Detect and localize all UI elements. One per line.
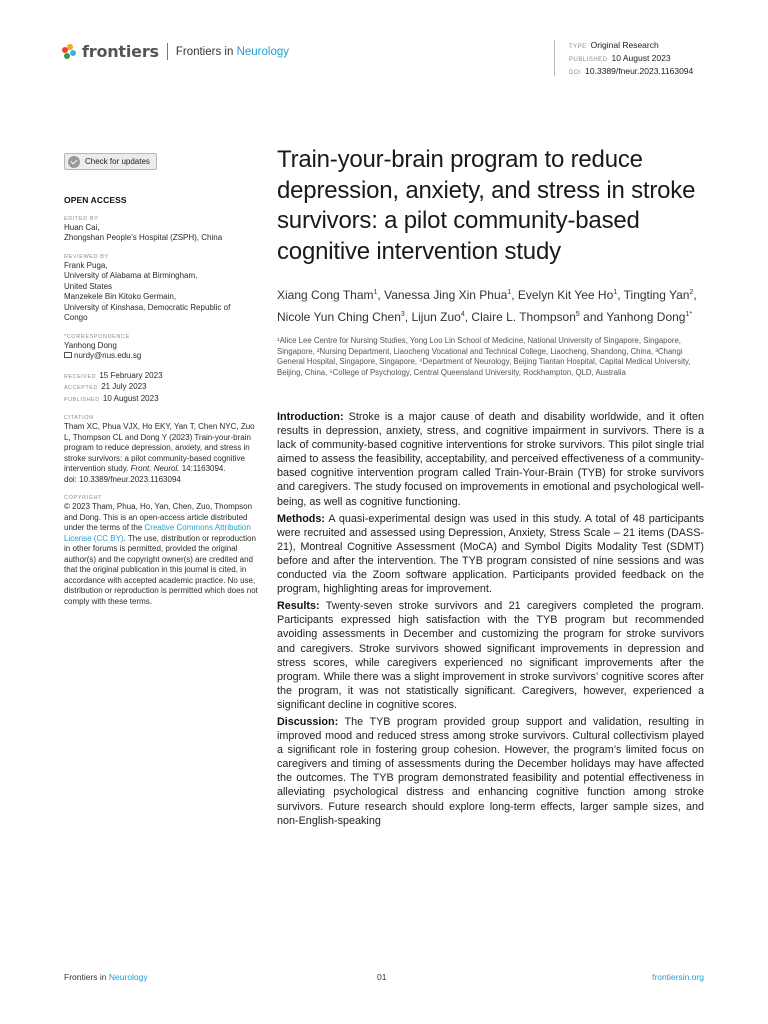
author-name[interactable]: Nicole Yun Ching Chen [277, 310, 401, 324]
author-affiliation-marker: 4 [460, 311, 465, 318]
received-date: RECEIVED 15 February 2023 [64, 370, 163, 380]
frontiers-logo-icon [62, 44, 78, 60]
correspondence-label: *CORRESPONDENCE [64, 333, 130, 340]
citation-text: Tham XC, Phua VJX, Ho EKY, Yan T, Chen NYC, Zuo L, Thompson CL and Dong Y (2023) Train-your-brain program to reduce depression, anxiety, and stress in stroke survivors: a pilot community-based cognitive intervention study. Front. Neurol. 14:1163094. doi: 10.3389/fneur.2023.1163094 [64, 422, 255, 484]
copyright-section [64, 494, 260, 607]
abstract-methods: Methods: A quasi-experimental design was used in this study. A total of 48 participants were recruited and assessed using Depression, Anxiety, Stress Scale – 21 items (DASS-21), Montreal Cognitive Assessment (MoCA) and Symbol Digits Modality Test (SDMT) before and after the intervention. The TYB program consisted of nine sessions and was conducted via the Zoom software application. Participants provided feedback on the program, highlighting areas for improvement. [277, 512, 704, 596]
abstract [277, 410, 704, 828]
author-name[interactable]: Tingting Yan [623, 288, 690, 302]
check-icon [68, 156, 80, 168]
author-name[interactable]: Yanhong Dong [606, 310, 686, 324]
abstract-results: Results: Twenty-seven stroke survivors and 21 caregivers completed the program. Participants expressed high satisfaction with the TYB program but recommended avoiding assessments in December and customizing the program for stroke survivors and caregivers. Stroke survivors showed significant improvements in depression and stress scores, while caregivers experienced no significant improvements after the program. While there was a slight improvement in stroke survivors’ cognitive scores after the program, it was not statistically significant. Caregivers, however, experienced a significant decline in cognitive scores. [277, 600, 704, 711]
editor-line: Huan Cai, [64, 222, 100, 232]
reviewer-line: Frank Puga, [64, 260, 108, 270]
correspondence-section [64, 333, 260, 362]
journal-name[interactable] [176, 46, 289, 58]
author-affiliation-marker: 1 [613, 289, 618, 296]
correspondence-name: Yanhong Dong [64, 340, 117, 350]
publisher-logo[interactable] [62, 42, 289, 61]
article-title: Train-your-brain program to reduce depression, anxiety, and stress in stroke survivors: a pilot community-based cognitive intervention study [277, 146, 696, 265]
page-footer [64, 972, 704, 986]
sidebar [64, 153, 260, 607]
citation-section [64, 414, 260, 485]
abstract-introduction: Introduction: Stroke is a major cause of death and disability worldwide, and it often results in depression, anxiety, stress, and cognitive impairment in survivors. There is a lack of community-based cognitive interventions for stroke survivors. This pilot single trial aimed to assess the feasibility, acceptability, and perceived effectiveness of a community-based cognitive intervention program called Train-Your-Brain (TYB) for stroke survivors and caregivers. The study focused on improvements in emotional and psychological well-being, as well as cognitive functioning. [277, 411, 704, 508]
logo-text: frontiers [82, 42, 159, 61]
logo-divider [167, 43, 168, 60]
author-list: Xiang Cong Tham$^1$, Vanessa Jing Xin Phua$^1$, Evelyn Kit Yee Ho$^1$, Tingting Yan$^2$, Nicole Yun Ching Chen$^3$, Lijun Zuo$^4$, Claire L. Thompson$^5$ and Yanhong Dong$^{1*}$ [277, 288, 697, 324]
meta-published: PUBLISHED 10 August 2023 [569, 53, 671, 63]
page-number: 01 [377, 972, 387, 982]
mail-icon [64, 352, 72, 358]
journal-title: Neurology [236, 45, 289, 58]
author-name[interactable]: Xiang Cong Tham [277, 288, 374, 302]
dates-section [64, 371, 260, 406]
author-name[interactable]: Lijun Zuo [411, 310, 461, 324]
author-affiliation-marker: 5 [575, 311, 580, 318]
check-for-updates-button[interactable] [64, 153, 157, 170]
author-affiliation-marker: 3 [400, 311, 405, 318]
author-name[interactable]: Evelyn Kit Yee Ho [517, 288, 614, 302]
meta-doi[interactable]: DOI 10.3389/fneur.2023.1163094 [569, 66, 694, 76]
correspondence-email: nurdy@nus.edu.sg [74, 351, 142, 360]
author-name[interactable]: Claire L. Thompson [471, 310, 576, 324]
correspondence-email-row[interactable] [64, 351, 260, 362]
author-affiliation-marker: 1 [373, 289, 378, 296]
meta-type: TYPE Original Research [569, 40, 659, 50]
reviewer-line: University of Kinshasa, Democratic Republic of [64, 302, 231, 312]
abstract-discussion: Discussion: The TYB program provided group support and validation, resulting in improved mood and reduced stress among stroke survivors. Cultural collectivism played a significant role in fostering group cohesion. However, the program’s limited focus on caregivers and timing of assessments during the December holidays may have affected the outcomes. The TYB program demonstrated feasibility and potential effectiveness in alleviating psychological distress and enhancing cognitive function among stroke survivors. Future research should explore long-term effects, larger sample sizes, and non-English-speaking [277, 715, 704, 827]
reviewer-line: Manzekele Bin Kitoko Germain, [64, 292, 177, 301]
reviewed-by-label: REVIEWED BY [64, 253, 109, 260]
reviewer-line: University of Alabama at Birmingham, [64, 271, 198, 280]
footer-site-link[interactable]: frontiersin.org [652, 972, 704, 982]
reviewed-by-section [64, 253, 260, 324]
footer-journal[interactable]: Frontiers in Neurology [64, 972, 148, 982]
author-name[interactable]: Vanessa Jing Xin Phua [384, 288, 508, 302]
citation-label: CITATION [64, 415, 94, 421]
article-meta [554, 40, 693, 76]
author-affiliation-marker: 1 [507, 289, 512, 296]
edited-by-section [64, 215, 260, 244]
copyright-label: COPYRIGHT [64, 495, 103, 501]
affiliations: ¹Alice Lee Centre for Nursing Studies, Yong Loo Lin School of Medicine, National University of Singapore, Singapore, Singapore, ²Nursing Department, Liaocheng Vocational and Technical College, Liaocheng, Shandong, China, ³Changi General Hospital, Singapore, Singapore, ⁴Department of Neurology, Beijing Tiantan Hospital, Capital Medical University, Beijing, China, ⁵College of Psychology, Central Queensland University, Rockhampton, QLD, Australia [277, 336, 691, 377]
editor-line: Zhongshan People’s Hospital (ZSPH), China [64, 233, 223, 242]
author-affiliation-marker: 2 [689, 289, 694, 296]
copyright-text: © 2023 Tham, Phua, Ho, Yan, Chen, Zuo, Thompson and Dong. This is an open-access article distributed under the terms of the Creative Commons Attribution License (CC BY). The use, distribution or reproduction in other forums is permitted, provided the original author(s) and the copyright owner(s) are credited and that the original publication in this journal is cited, in accordance with accepted academic practice. No use, distribution or reproduction is permitted which does not comply with these terms. [64, 502, 258, 606]
author-affiliation-marker: 1* [685, 311, 693, 318]
reviewer-line: Congo [64, 313, 88, 322]
article-main [277, 145, 704, 831]
accepted-date: ACCEPTED 21 July 2023 [64, 382, 147, 391]
reviewer-line: United States [64, 281, 113, 291]
edited-by-label: EDITED BY [64, 215, 99, 222]
page-header [62, 40, 706, 76]
open-access-label: OPEN ACCESS [64, 194, 127, 205]
journal-prefix: Frontiers in [175, 45, 234, 58]
check-updates-label: Check for updates [85, 157, 150, 166]
published-date: PUBLISHED 10 August 2023 [64, 393, 159, 403]
cc-license-link[interactable]: Creative Commons Attribution License (CC BY) [64, 523, 251, 543]
